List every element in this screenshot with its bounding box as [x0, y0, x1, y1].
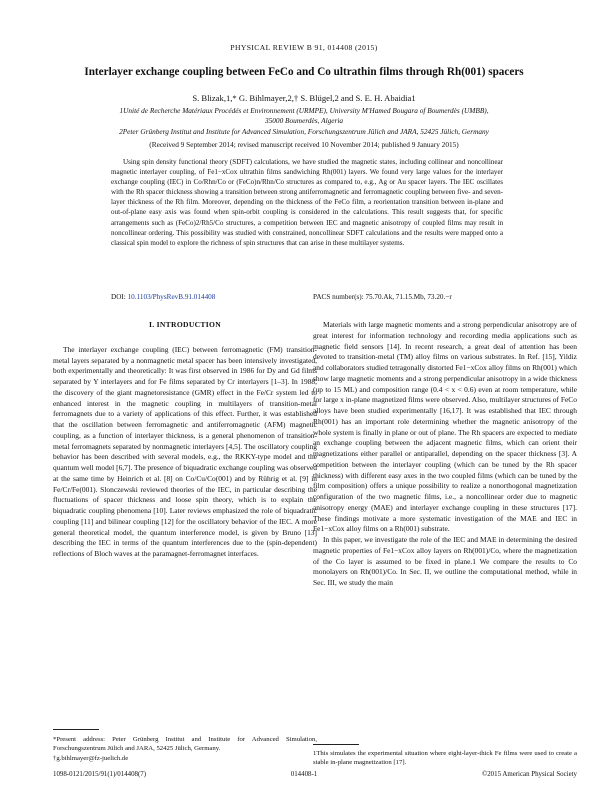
section-heading: I. INTRODUCTION: [148, 320, 221, 329]
footnote-present-address: *Present address: Peter Grünberg Institut and Institute for Advanced Simulation, Forschungszentrum Jülich and JARA, 52425 Jülich, Germany.: [53, 736, 317, 753]
footnote-left: [53, 735, 317, 763]
footnote-rule-left: [53, 729, 99, 730]
intro-paragraph-3: In this paper, we investigate the role of the IEC and MAE in determining the desired magnetic properties of Fe1−xCox alloy layers on Rh(001)/Co, where the magnetization of the Co layer is assumed to be fixed in plane.1 We compare the results to Co monolayers on Rh(001)/Co. In Sec. II, we outline the computational method, while in Sec. III, we study the main: [313, 535, 577, 587]
journal-code: 1098-0121/2015/91(1)/014408(7): [53, 771, 147, 778]
received-dates: (Received 9 September 2014; revised manuscript received 10 November 2014; published 9 January 2015): [149, 140, 459, 149]
running-head: PHYSICAL REVIEW B 91, 014408 (2015): [230, 43, 378, 52]
author-list: S. Blizak,1,* G. Bihlmayer,2,† S. Blügel,2 and S. E. H. Abaidia1: [192, 93, 416, 103]
intro-paragraph-2: Materials with large magnetic moments and a strong perpendicular anisotropy are of great interest for information technology and recording media applications such as magnetic field sensors [14]. In recent research, a great deal of attention has been devoted to transition-metal (TM) alloy films on various substrates. In Ref. [15], Yildiz and collaborators studied tetragonally distorted Fe1−xCox alloy films on Rh(001) which show large magnetic moments and a strong perpendicular anisotropy in a wide thickness (up to 15 ML) and composition range (0.4 < x < 0.6) even at room temperature, while for large x in-plane magnetized films were observed. Also, multilayer structures of FeCo alloys have been studied experimentally [16,17]. It was established that IEC through Rh(001) has an important role determining whether the magnetic anisotropy of the whole system is finally in plane or out of plane. The Rh spacers are expected to mediate an exchange coupling between the adjacent magnetic films, which can orient their magnetizations either parallel or antiparallel, depending on the spacer thickness [3]. A competition between the interlayer coupling (which can be tuned by the Rh spacer thickness) with different easy axes in the two coupled films (which can be tuned by the film composition) offers a unique possibility to realize a nonorthogonal magnetization configuration of the two magnetic films, i.e., a noncollinear order due to magnetic anisotropy energy (MAE) and interlayer exchange coupling in these structures [17]. These findings motivate a more systematic investigation of the MAE and IEC in Fe1−xCox alloy films on a Rh(001) substrate.: [313, 320, 577, 534]
right-column: [313, 320, 577, 589]
affiliation-2: 2Peter Grünberg Institut and Institute for Advanced Simulation, Forschungszentrum Jülich and JARA, 52425 Jülich, Germany: [119, 127, 489, 136]
paper-title: Interlayer exchange coupling between FeCo and Co ultrathin films through Rh(001) spacers: [84, 66, 524, 78]
left-column: [53, 320, 317, 560]
abstract: Using spin density functional theory (SDFT) calculations, we have studied the magnetic states, including collinear and noncollinear magnetic interlayer coupling, of Fe1−xCox ultrathin films sandwiching Rh(001) layers. We found very large values for the interlayer exchange coupling (IEC) in Co/Rhn/Co or (FeCo)n/Rhn/Co structures as compared to, e.g., Ag or Au spacer layers. The IEC oscillates with the Rh spacer thickness showing a transition between strong antiferromagnetic and ferromagnetic coupling between five- and seven-layer thickness of the Rh film. Moreover, depending on the thickness of the FeCo film, a reorientation transition between in-plane and out-of-plane easy axis was found when spin-orbit coupling is considered in the calculations. This result suggests that, for specific arrangements such as (FeCo)2/Rh5/Co structures, a competition between IEC and magnetic anisotropy of coupled films may result in noncollinear ordering. This possibility was studied with constrained, noncollinear SDFT calculations and the results were mapped onto a classical spin model to explore the richness of spin structures that can arise in these multilayer systems.: [111, 158, 503, 247]
footnote-right: 1This simulates the experimental situation where eight-layer-thick Fe films were used to create a stable in-plane magnetization [17].: [313, 750, 577, 767]
doi-link[interactable]: 10.1103/PhysRevB.91.014408: [127, 293, 216, 301]
footnote-email[interactable]: †g.bihlmayer@fz-juelich.de: [53, 754, 129, 762]
copyright: ©2015 American Physical Society: [482, 771, 577, 778]
footnote-rule-right: [313, 744, 359, 745]
affiliation-1-line2: 35000 Boumerdès, Algeria: [264, 116, 344, 125]
pacs-numbers: PACS number(s): 75.70.Ak, 71.15.Mb, 73.20.−r: [313, 293, 452, 301]
intro-paragraph-1: The interlayer exchange coupling (IEC) between ferromagnetic (FM) transition-metal layers separated by a nonmagnetic metal spacer has been intensively investigated, both experimentally and theoretically: It was first observed in 1986 for Dy and Gd films separated by Y interlayers and for Fe films separated by Cr interlayers [1–3]. In 1988, the discovery of the giant magnetoresistance (GMR) effect in the Fe/Cr system led to enhanced interest in the magnetic coupling in multilayers of transition-metal ferromagnets due to a variety of applications of this effect. Further, it was established that the oscillation between ferromagnetic and antiferromagnetic (AFM) magnetic coupling, as a function of interlayer thickness, is a general phenomenon of transition-metal ferromagnets separated by nonmagnetic interlayers [4,5]. The oscillatory coupling behavior has been described with several models, e.g., the RKKY-type model and the quantum well model [6,7]. The presence of biquadratic exchange coupling was observed at the same time by Heinrich et al. [8] on Co/Cu/Co(001) and by Rührig et al. [9] in Fe/Cr/Fe(001). Slonczewski reviewed theories of the IEC, in particular describing the fluctuations of spacer thickness and loose spin theory, which is to explain the biquadratic coupling phenomena [10]. Later reviews emphasized the role of biquadratic coupling [11] and bilinear coupling [12] for the oscillatory behavior of the IEC. A more general theoretical model, the quantum interference model, is given by Bruno [13] describing the IEC in terms of the quantum interferences due to the (spin-dependent) reflections of Bloch waves at the paramagnet-ferromagnet interfaces.: [53, 344, 317, 558]
affiliation-1-line1: 1Unité de Recherche Matériaux Procédés et Environnement (URMPE), University M'Hamed Bougara of Boumerdès (UMBB),: [119, 106, 489, 115]
page-number: 014408-1: [290, 771, 318, 778]
doi-label: DOI:: [111, 293, 126, 301]
doi-line: [111, 293, 215, 301]
